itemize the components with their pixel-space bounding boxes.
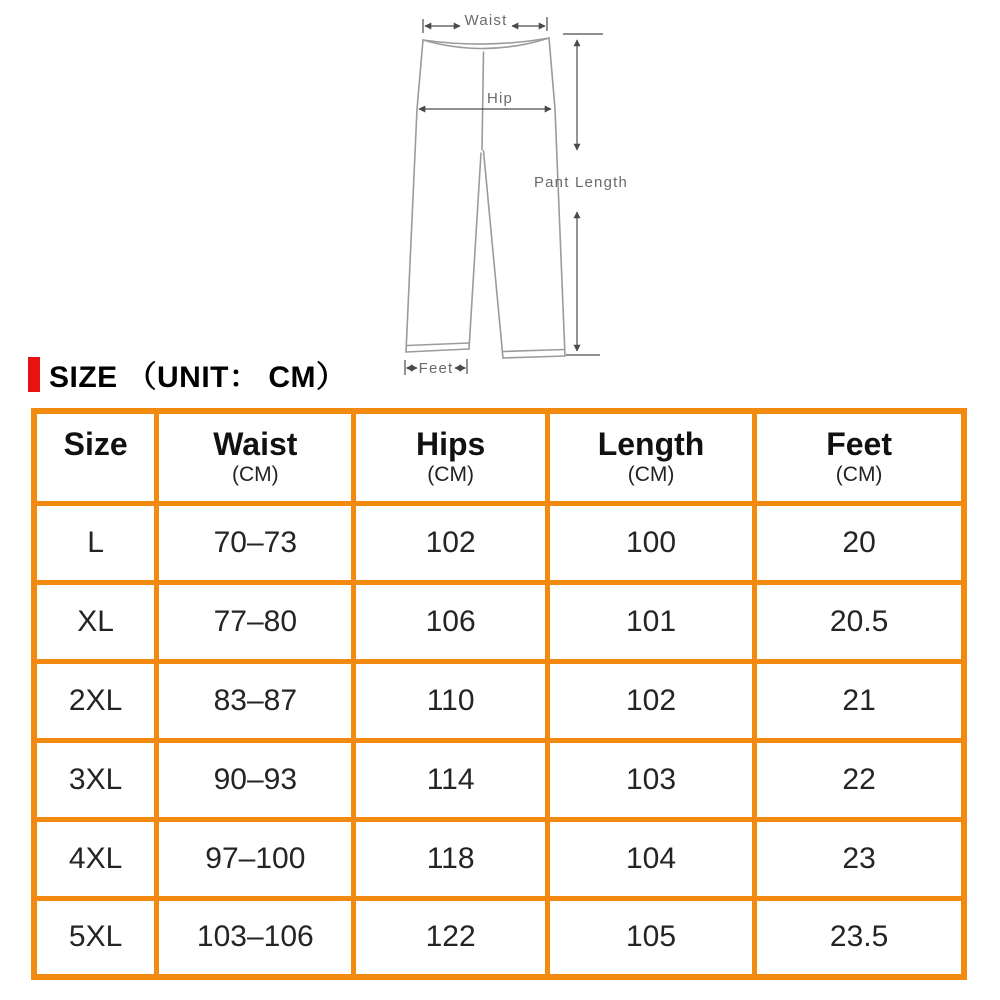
table-row-4xl (34, 819, 964, 898)
table-cell: 105 (547, 898, 754, 977)
table-header-row (34, 411, 964, 503)
hip-dimension-arrow (419, 90, 551, 109)
col-header-unit: (CM) (232, 462, 279, 486)
table-cell: 70–73 (157, 503, 354, 582)
table-cell: 102 (547, 661, 754, 740)
waist-dimension-arrow (423, 12, 547, 33)
col-header-feet (755, 411, 964, 503)
pant-length-dimension-arrow (534, 34, 628, 355)
red-accent-bar (28, 357, 40, 392)
table-cell: 97–100 (157, 819, 354, 898)
table-cell: 102 (354, 503, 547, 582)
table-cell: 103 (547, 740, 754, 819)
table-cell: 23.5 (755, 898, 964, 977)
col-header-hips (354, 411, 547, 503)
table-cell: 20 (755, 503, 964, 582)
col-header-label: Hips (415, 425, 486, 462)
table-cell: 122 (354, 898, 547, 977)
size-label-cell: 4XL (34, 819, 157, 898)
col-header-unit (37, 462, 154, 488)
size-label-cell: L (34, 503, 157, 582)
table-cell: 20.5 (755, 582, 964, 661)
col-header-label: Length (597, 425, 705, 462)
size-label-cell: XL (34, 582, 157, 661)
col-header-unit: (CM) (835, 462, 883, 486)
table-cell: 110 (354, 661, 547, 740)
col-header-label: Feet (826, 425, 892, 462)
size-label-cell: 2XL (34, 661, 157, 740)
table-cell: 83–87 (157, 661, 354, 740)
table-cell: 21 (755, 661, 964, 740)
table-cell: 114 (354, 740, 547, 819)
col-header-unit: (CM) (627, 462, 675, 486)
waist-label: Waist (464, 12, 508, 29)
pant-length-label: Pant Length (533, 174, 629, 191)
col-header-size (34, 411, 157, 503)
feet-label: Feet (418, 360, 454, 377)
section-title: SIZE （UNIT： CM） (49, 361, 347, 394)
table-cell: 106 (354, 582, 547, 661)
table-cell: 22 (755, 740, 964, 819)
table-row-5xl (34, 898, 964, 977)
table-cell: 90–93 (157, 740, 354, 819)
hip-label: Hip (486, 90, 514, 107)
col-header-label: Size (63, 425, 128, 462)
table-row-l (34, 503, 964, 582)
table-cell: 118 (354, 819, 547, 898)
table-cell: 23 (755, 819, 964, 898)
table-row-xl (34, 582, 964, 661)
table-cell: 103–106 (157, 898, 354, 977)
section-heading (28, 352, 347, 396)
feet-dimension-arrow (405, 359, 467, 377)
size-label-cell: 5XL (34, 898, 157, 977)
table-cell: 77–80 (157, 582, 354, 661)
table-cell: 101 (547, 582, 754, 661)
pants-outline (406, 38, 565, 358)
size-label-cell: 3XL (34, 740, 157, 819)
table-cell: 104 (547, 819, 754, 898)
col-header-waist (157, 411, 354, 503)
pants-measurement-diagram (375, 0, 640, 395)
table-cell: 100 (547, 503, 754, 582)
size-table (31, 408, 967, 980)
col-header-length (547, 411, 754, 503)
col-header-unit: (CM) (427, 462, 474, 486)
table-row-3xl (34, 740, 964, 819)
table-row-2xl (34, 661, 964, 740)
col-header-label: Waist (213, 425, 298, 462)
